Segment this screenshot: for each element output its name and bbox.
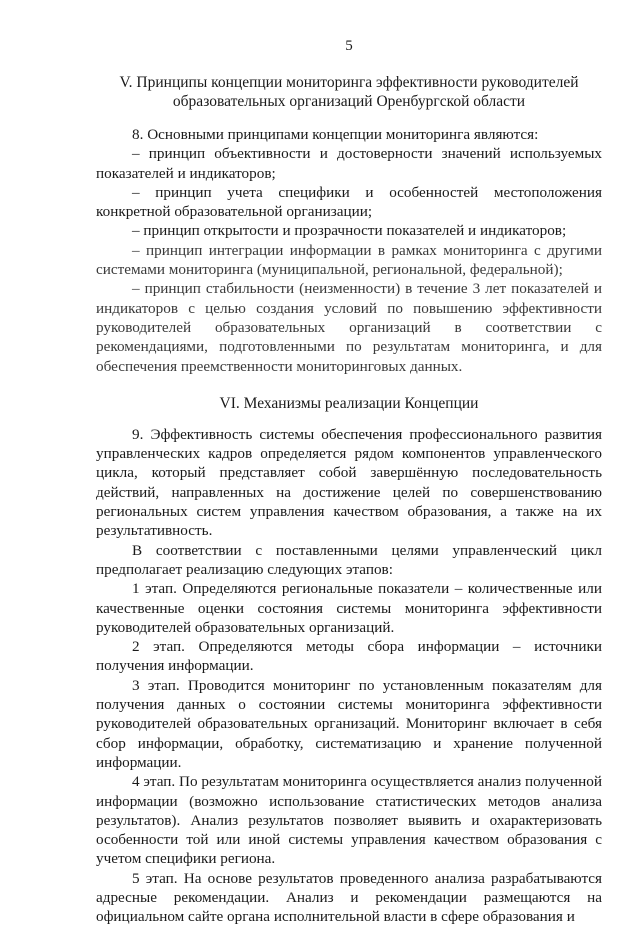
- principles-intro: 8. Основными принципами концепции мониторинга являются:: [132, 126, 539, 143]
- section-6-title: VI. Механизмы реализации Концепции: [219, 394, 479, 412]
- stage-paragraph: 5 этап. На основе результатов проведенного анализа разрабатываются адресные рекомендации. Анализ и рекомендации размещаются на официальном сайте органа исполнительной власти в сфере образования и: [96, 869, 602, 926]
- stage-paragraph: 3 этап. Проводится мониторинг по установленным показателям для получения данных о состоянии системы мониторинга эффективности руководителей образовательных организаций. Мониторинг включает в себя сбор информации, обработку, систематизацию и хранение полученной информации.: [96, 676, 602, 771]
- principle-item: – принцип открытости и прозрачности показателей и индикаторов;: [132, 222, 567, 240]
- page-number: 5: [345, 38, 353, 54]
- section-5-heading: [96, 73, 602, 111]
- principle-item: – принцип учета специфики и особенностей местоположения конкретной образовательной организации;: [96, 183, 602, 221]
- stage-paragraph: 4 этап. По результатам мониторинга осуществляется анализ полученной информации (возможно использование статистических методов анализа результатов). Анализ результатов позволяет выявить и охарактеризовать особенности той или иной системы управления качеством образования с учетом специфики региона.: [96, 773, 602, 868]
- stage-paragraph: 2 этап. Определяются методы сбора информации – источники получения информации.: [96, 638, 602, 675]
- body-paragraph: В соответствии с поставленными целями управленческий цикл предполагает реализацию следующих этапов:: [96, 541, 602, 578]
- stage-paragraph: 1 этап. Определяются региональные показатели – количественные или качественные оценки состояния системы мониторинга эффективности руководителей образовательных организаций.: [96, 580, 602, 636]
- section-5-title-line-1: V. Принципы концепции мониторинга эффективности руководителей: [119, 74, 579, 91]
- body-paragraph: 9. Эффективность системы обеспечения профессионального развития управленческих кадров определяется рядом компонентов управленческого цикла, который представляет собой завершённую последовательность действий, направленных на достижение целей по совершенствованию региональных систем управления качеством образования, а также на их результативность.: [96, 425, 602, 540]
- principle-item: – принцип стабильности (неизменности) в течение 3 лет показателей и индикаторов с целью создания условий по повышению эффективности руководителей образовательных организаций в соответствии с рекомендациями, подготовленными по результатам мониторинга, и для обеспечения преемственности мониторинговых данных.: [96, 280, 602, 375]
- principle-item: – принцип объективности и достоверности значений используемых показателей и индикаторов;: [96, 145, 602, 182]
- principle-item: – принцип интеграции информации в рамках мониторинга с другими системами мониторинга (муниципальной, региональной, федеральной);: [96, 241, 602, 279]
- section-5-title-line-2: образовательных организаций Оренбургской области: [172, 93, 526, 110]
